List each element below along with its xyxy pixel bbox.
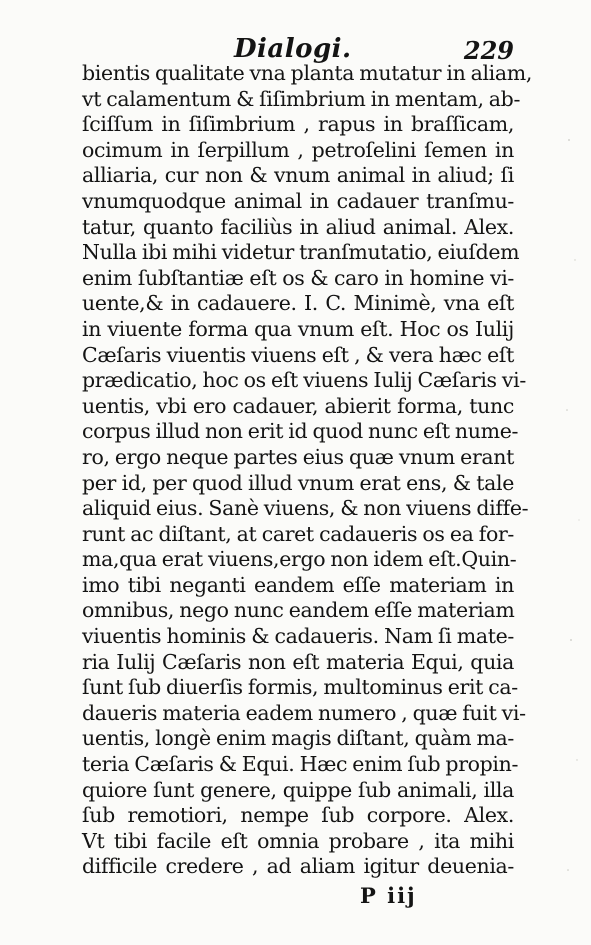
- text-line: vt calamentum & ſiſimbrium in mentam, ab-: [82, 86, 521, 111]
- text-line: ſub remotiori, nempe ſub corpore. Alex.: [82, 803, 514, 828]
- text-line: uentis, longè enim magis diſtant, quàm ma-: [82, 726, 514, 751]
- text-line: runt ac diſtant, at caret cadaueris os ea for-: [82, 521, 514, 546]
- text-line: ocimum in ſerpillum , petroſelini ſemen in: [82, 137, 514, 162]
- text-line: uentis, vbi ero cadauer, abierit forma, tunc: [82, 393, 514, 418]
- text-line: corpus illud non erit id quod nunc eſt nume-: [82, 419, 519, 444]
- text-line: ſunt ſub diuerſis formis, multominus erit ca-: [82, 675, 518, 700]
- text-line: viuentis hominis & cadaueris. Nam ſi mate-: [82, 624, 514, 649]
- text-line: in viuente forma qua vnum eſt. Hoc os Iulij: [82, 316, 514, 341]
- running-title: Dialogi.: [234, 34, 352, 64]
- text-line: difficile credere , ad aliam igitur deuenia-: [82, 854, 514, 879]
- text-line: teria Cæſaris & Equi. Hæc enim ſub propin-: [82, 752, 519, 777]
- page-edge-specks: [561, 0, 591, 945]
- text-line: omnibus, nego nunc eandem eſſe materiam: [82, 598, 515, 623]
- text-line: Vt tibi facile eſt omnia probare , ita mihi: [82, 828, 514, 853]
- text-line: per id, per quod illud vnum erat ens, & tale: [82, 470, 514, 495]
- text-line: uente,& in cadauere. I. C. Minimè, vna eſt: [82, 291, 514, 316]
- text-line: Cæſaris viuentis viuens eſt , & vera hæc eſt: [82, 342, 514, 367]
- text-line: quiore ſunt genere, quippe ſub animali, illa: [82, 777, 514, 802]
- text-line: daueris materia eadem numero , quæ fuit vi-: [82, 700, 526, 725]
- text-line: ſciſſum in ſiſimbrium , rapus in braſſicam,: [82, 112, 514, 137]
- body-text: [82, 61, 533, 880]
- text-line: prædicatio, hoc os eſt viuens Iulij Cæſaris vi-: [82, 368, 526, 393]
- text-line: aliquid eius. Sanè viuens, & non viuens diffe-: [82, 496, 529, 521]
- text-line: ria Iulij Cæſaris non eſt materia Equi, quia: [82, 649, 514, 674]
- page-number: 229: [463, 36, 514, 65]
- text-line: tatur, quanto faciliùs in aliud animal. Alex.: [82, 214, 514, 239]
- text-line: bientis qualitate vna planta mutatur in aliam,: [82, 61, 533, 85]
- text-line: ma,qua erat viuens,ergo non idem eſt.Quin-: [82, 547, 517, 572]
- text-line: alliaria, cur non & vnum animal in aliud; ſi: [82, 163, 514, 188]
- text-line: imo tibi neganti eandem eſſe materiam in: [82, 572, 514, 597]
- text-line: Nulla ibi mihi videtur tranſmutatio, eiuſdem: [82, 240, 520, 265]
- text-line: vnumquodque animal in cadauer tranſmu-: [82, 188, 514, 213]
- signature-mark: P iij: [360, 883, 417, 908]
- text-line: enim ſubſtantiæ eſt os & caro in homine vi-: [82, 265, 514, 290]
- text-line: ro, ergo neque partes eius quæ vnum erant: [82, 444, 514, 469]
